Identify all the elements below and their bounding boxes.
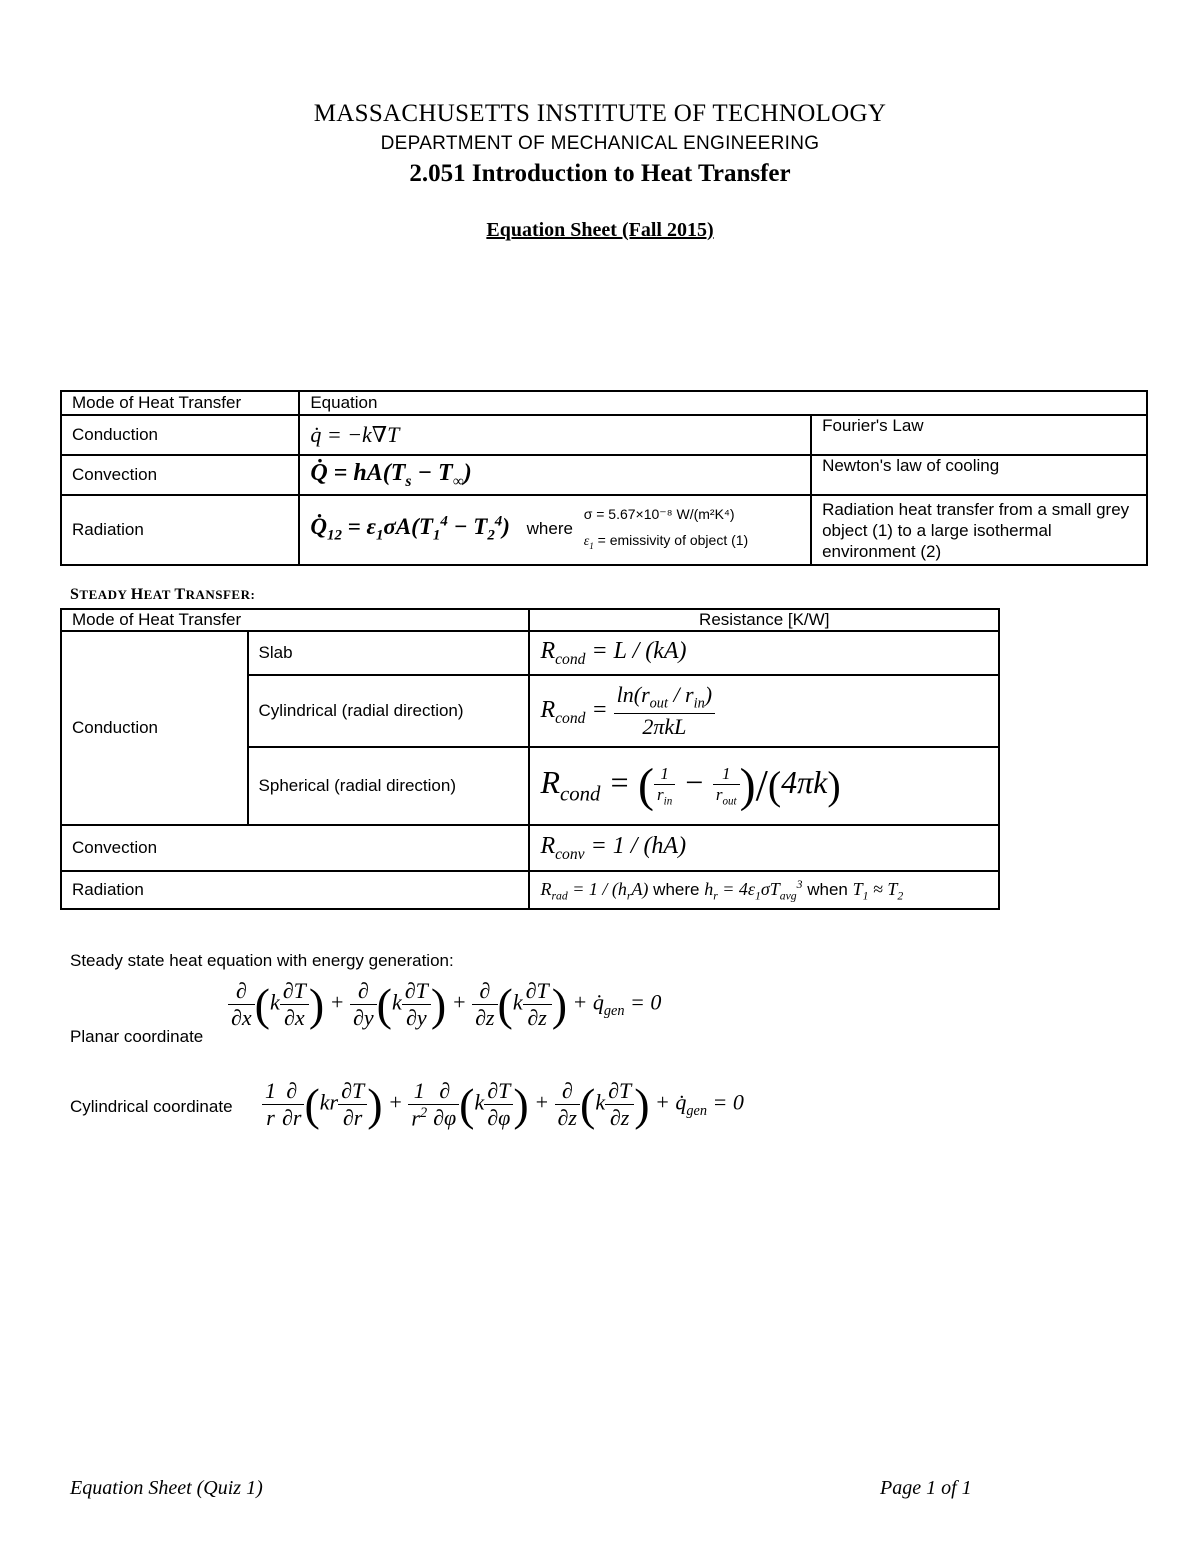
resistance-table — [60, 608, 1000, 910]
table-row — [61, 609, 999, 631]
course-title: 2.051 Introduction to Heat Transfer — [409, 160, 791, 187]
institute-name: MASSACHUSETTS INSTITUTE OF TECHNOLOGY — [313, 100, 887, 127]
header-resistance: Resistance [K/W] — [529, 609, 999, 631]
planar-label: Planar coordinate — [70, 1027, 204, 1046]
where-label: where — [653, 879, 700, 899]
newton-equation: Q̇ = $hA(T_s - T_\infty)$ — [299, 455, 811, 495]
sheet-title: Equation Sheet (Fall 2015) — [486, 219, 714, 241]
mode-convection: Convection — [61, 825, 529, 871]
slab-resistance: $R_{cond} = L / (kA)$ — [529, 631, 999, 675]
spherical-resistance: $R_{cond}$ = ( $\frac{1}{r_{in}}$ − $\frac{1}{r_{out}}$ )/(4πk) — [529, 747, 999, 825]
convection-resistance: $R_{conv} = 1 / (hA)$ — [529, 825, 999, 871]
newton-note: Newton's law of cooling — [811, 455, 1147, 495]
cylindrical-resistance: $R_{cond}$ = $\frac{\ln(r_{out} / r_{in})}{\text{2πkL}}$ — [529, 675, 999, 747]
header-equation: Equation — [299, 391, 1147, 415]
table-row — [61, 495, 1147, 565]
radiation-equation: $Q̇_{12} = \varepsilon_1\sigma A(T_1^4 - T_2^4)$ where σ = 5.67×10⁻⁸ W/(m²K⁴) $\varepsilon_1$ = emissivity of object (1) — [299, 495, 811, 565]
table-row — [61, 631, 999, 675]
title-s: S — [70, 586, 80, 603]
modes-table — [60, 390, 1148, 566]
table-row — [61, 415, 1147, 455]
fourier-equation: q̇ = −k∇T — [299, 415, 811, 455]
steady-heat-transfer-title — [70, 586, 255, 604]
radiation-resistance: $R_{rad} = 1 / (h_rA)$ where $h_r = 4\varepsilon_1\sigma T_{avg}^3$ when $T_1 \approx T_2$ — [529, 871, 999, 909]
department-name: DEPARTMENT OF MECHANICAL ENGINEERING — [380, 133, 820, 154]
mode-conduction: Conduction — [61, 631, 248, 825]
header-mode: Mode of Heat Transfer — [61, 609, 529, 631]
mode-conduction: Conduction — [61, 415, 299, 455]
when-label: when — [807, 879, 848, 899]
epsilon-definition: = emissivity of object (1) — [597, 532, 749, 549]
header-mode: Mode of Heat Transfer — [61, 391, 299, 415]
table-row — [61, 391, 1147, 415]
where-label: where — [526, 519, 573, 539]
title-part3: RANSFER: — [185, 587, 256, 602]
sigma-definition: σ = 5.67×10⁻⁸ W/(m²K⁴) — [583, 506, 735, 523]
mode-radiation: Radiation — [61, 871, 529, 909]
title-h: H — [130, 586, 144, 603]
title-part2: EAT — [143, 587, 175, 602]
table-row — [61, 825, 999, 871]
cylindrical-label: Cylindrical coordinate — [70, 1097, 233, 1116]
fourier-note: Fourier's Law — [811, 415, 1147, 455]
slab-label: Slab — [248, 631, 530, 675]
mode-convection: Convection — [61, 455, 299, 495]
cylindrical-heat-equation: $\frac{1}{r}$ $\frac{\partial}{\partial r}$ (kr $\frac{\partial T}{\partial r}$ ) + $\frac{1}{r^2}$ $\frac{\partial}{\partial\varphi}$ (k $\frac{\partial T}{\partial\varphi}$ ) + $\frac{\partial}{\partial z}$ (k $\frac{\partial T}{\partial z}$ ) + $q̇_{gen} = 0$ — [262, 1078, 744, 1131]
title-t: T — [174, 586, 186, 603]
title-part1: TEADY — [79, 587, 131, 602]
planar-heat-equation: $\frac{\partial}{\partial x}$ (k $\frac{\partial T}{\partial x}$ ) + $\frac{\partial}{\partial y}$ (k $\frac{\partial T}{\partial y}$ ) + $\frac{\partial}{\partial z}$ (k $\frac{\partial T}{\partial z}$ ) + $q̇_{gen} = 0$ — [228, 978, 661, 1031]
generation-title: Steady state heat equation with energy generation: — [70, 951, 454, 970]
table-row — [61, 871, 999, 909]
spherical-label: Spherical (radial direction) — [248, 747, 530, 825]
mode-radiation: Radiation — [61, 495, 299, 565]
cylindrical-label: Cylindrical (radial direction) — [248, 675, 530, 747]
footer-left: Equation Sheet (Quiz 1) — [70, 1477, 263, 1499]
table-row — [61, 455, 1147, 495]
footer-page-number: Page 1 of 1 — [880, 1477, 972, 1499]
radiation-note: Radiation heat transfer from a small grey object (1) to a large isothermal environment (2) — [811, 495, 1147, 565]
